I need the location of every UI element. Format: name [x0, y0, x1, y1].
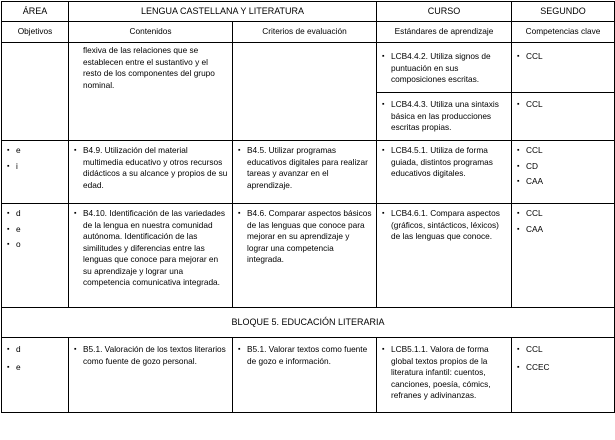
estandar-text: ▪ LCB4.4.3. Utiliza una sintaxis básica en las producciones escritas propias. [381, 99, 507, 134]
contenido-cell [69, 43, 233, 141]
col-objetivos: Objetivos [2, 22, 69, 43]
bloque-row [2, 308, 615, 338]
estandar-text: ▪ LCB5.1.1. Valora de forma global textos propios de la literatura infantil: cuentos, canciones, poesía, cómics, refranes y adivinanzas. [381, 344, 507, 402]
objetivo-item: ▪ o [6, 239, 64, 251]
objetivos-cell [2, 204, 69, 308]
estandar-cell [377, 338, 512, 413]
competencias-cell [512, 43, 615, 93]
bloque-title: BLOQUE 5. EDUCACIÓN LITERARIA [2, 308, 615, 338]
objetivos-cell [2, 338, 69, 413]
contenido-text: ▪ B4.10. Identificación de las variedades de la lengua en nuestra comunidad autónoma. Identificación de las similitudes y diferencias entre las lenguas que conoce para mejorar en su aprendizaje y lograr una competencia comunicativa integrada. [73, 208, 228, 289]
table-row [2, 338, 615, 413]
estandar-text: ▪ LCB4.5.1. Utiliza de forma guiada, distintos programas educativos digitales. [381, 145, 507, 180]
col-competencias: Competencias clave [512, 22, 615, 43]
col-estandares: Estándares de aprendizaje [377, 22, 512, 43]
estandar-cell [377, 43, 512, 93]
objetivo-item: ▪ e [6, 224, 64, 236]
contenido-text: flexiva de las relaciones que se establecen entre el sustantivo y el resto de los componentes del grupo nominal. [83, 45, 215, 90]
col-criterios: Criterios de evaluación [233, 22, 377, 43]
criterio-cell [233, 338, 377, 413]
curriculum-table [1, 1, 615, 413]
criterio-cell [233, 43, 377, 141]
competencia-item: ▪ CAA [516, 224, 610, 236]
competencia-item: ▪ CCL [516, 344, 610, 356]
contenido-text: ▪ B5.1. Valoración de los textos literarios como fuente de gozo personal. [73, 344, 228, 367]
area-label: ÁREA [2, 2, 69, 22]
table-row [2, 43, 615, 93]
criterio-text: ▪ B4.6. Comparar aspectos básicos de las lenguas que conoce para mejorar en su aprendizaje y lograr una competencia integrada. [237, 208, 372, 266]
objetivos-cell [2, 43, 69, 141]
competencias-cell [512, 204, 615, 308]
criterio-text: ▪ B5.1. Valorar textos como fuente de gozo e información. [237, 344, 372, 367]
competencia-item: ▪ CCL [516, 51, 610, 63]
table-row [2, 141, 615, 204]
competencias-cell [512, 93, 615, 141]
criterio-cell [233, 204, 377, 308]
col-contenidos: Contenidos [69, 22, 233, 43]
competencia-item: ▪ CD [516, 161, 610, 173]
header-row [2, 2, 615, 22]
objetivo-item: ▪ e [6, 362, 64, 374]
curso-value: SEGUNDO [512, 2, 615, 22]
contenido-cell [69, 141, 233, 204]
estandar-cell [377, 93, 512, 141]
competencias-cell [512, 141, 615, 204]
area-value: LENGUA CASTELLANA Y LITERATURA [69, 2, 377, 22]
competencia-item: ▪ CCL [516, 208, 610, 220]
column-header-row [2, 22, 615, 43]
contenido-cell [69, 338, 233, 413]
curso-label: CURSO [377, 2, 512, 22]
criterio-text: ▪ B4.5. Utilizar programas educativos digitales para realizar tareas y avanzar en el aprendizaje. [237, 145, 372, 191]
table-row [2, 204, 615, 308]
objetivo-item: ▪ i [6, 161, 64, 173]
estandar-text: ▪ LCB4.6.1. Compara aspectos (gráficos, sintácticos, léxicos) de las lenguas que conoce. [381, 208, 507, 243]
objetivo-item: ▪ d [6, 208, 64, 220]
estandar-text: ▪ LCB4.4.2. Utiliza signos de puntuación en sus composiciones escritas. [381, 51, 507, 86]
competencias-cell [512, 338, 615, 413]
criterio-cell [233, 141, 377, 204]
objetivo-item: ▪ d [6, 344, 64, 356]
competencia-item: ▪ CAA [516, 176, 610, 188]
competencia-item: ▪ CCL [516, 145, 610, 157]
competencia-item: ▪ CCEC [516, 362, 610, 374]
competencia-item: ▪ CCL [516, 99, 610, 111]
estandar-cell [377, 141, 512, 204]
objetivos-cell [2, 141, 69, 204]
objetivo-item: ▪ e [6, 145, 64, 157]
contenido-text: ▪ B4.9. Utilización del material multimedia educativo y otros recursos didácticos a su alcance y propios de su edad. [73, 145, 228, 191]
contenido-cell [69, 204, 233, 308]
estandar-cell [377, 204, 512, 308]
